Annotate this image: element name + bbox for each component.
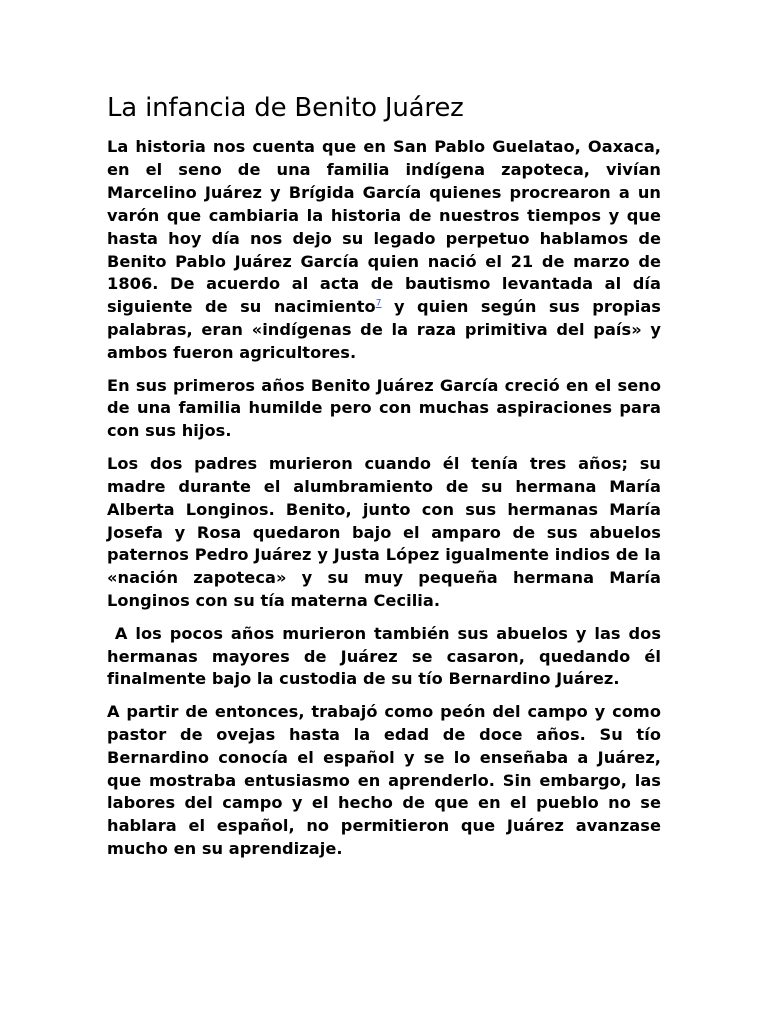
- paragraph-1-text: La historia nos cuenta que en San Pablo Guelatao, Oaxaca, en el seno de una familia indígena zapoteca, vivían Marcelino Juárez y Brígida García quienes procrearon a un varón que cambiaria la historia de nuestros tiempos y que hasta hoy día nos dejo su legado perpetuo hablamos de Benito Pablo Juárez García quien nació el 21 de marzo de 1806. De acuerdo al acta de bautismo levantada al día siguiente de su nacimiento: [107, 137, 661, 317]
- paragraph-1-text-continued: y quien según sus propias palabras, eran «indígenas de la raza primitiva del país» y ambos fueron agricultores.: [107, 297, 661, 363]
- paragraph-4: A los pocos años murieron también sus abuelos y las dos hermanas mayores de Juárez se casaron, quedando él finalmente bajo la custodia de su tío Bernardino Juárez.: [107, 623, 667, 689]
- document-page: [107, 90, 667, 871]
- paragraph-1: [107, 136, 661, 365]
- footnote-ref-link[interactable]: 7: [375, 298, 382, 309]
- paragraph-5: A partir de entonces, trabajó como peón del campo y como pastor de ovejas hasta la edad de doce años. Su tío Bernardino conocía el español y se lo enseñaba a Juárez, que mostraba entusiasmo en aprenderlo. Sin embargo, las labores del campo y el hecho de que en el pueblo no se hablara el español, no permitieron que Juárez avanzase mucho en su aprendizaje.: [107, 701, 661, 859]
- document-title: La infancia de Benito Juárez: [107, 93, 464, 123]
- paragraph-2: En sus primeros años Benito Juárez García creció en el seno de una familia humilde pero con muchas aspiraciones para con sus hijos.: [107, 375, 661, 441]
- paragraph-3: Los dos padres murieron cuando él tenía tres años; su madre durante el alumbramiento de su hermana María Alberta Longinos. Benito, junto con sus hermanas María Josefa y Rosa quedaron bajo el amparo de sus abuelos paternos Pedro Juárez y Justa López igualmente indios de la «nación zapoteca» y su muy pequeña hermana María Longinos con su tía materna Cecilia.: [107, 453, 661, 611]
